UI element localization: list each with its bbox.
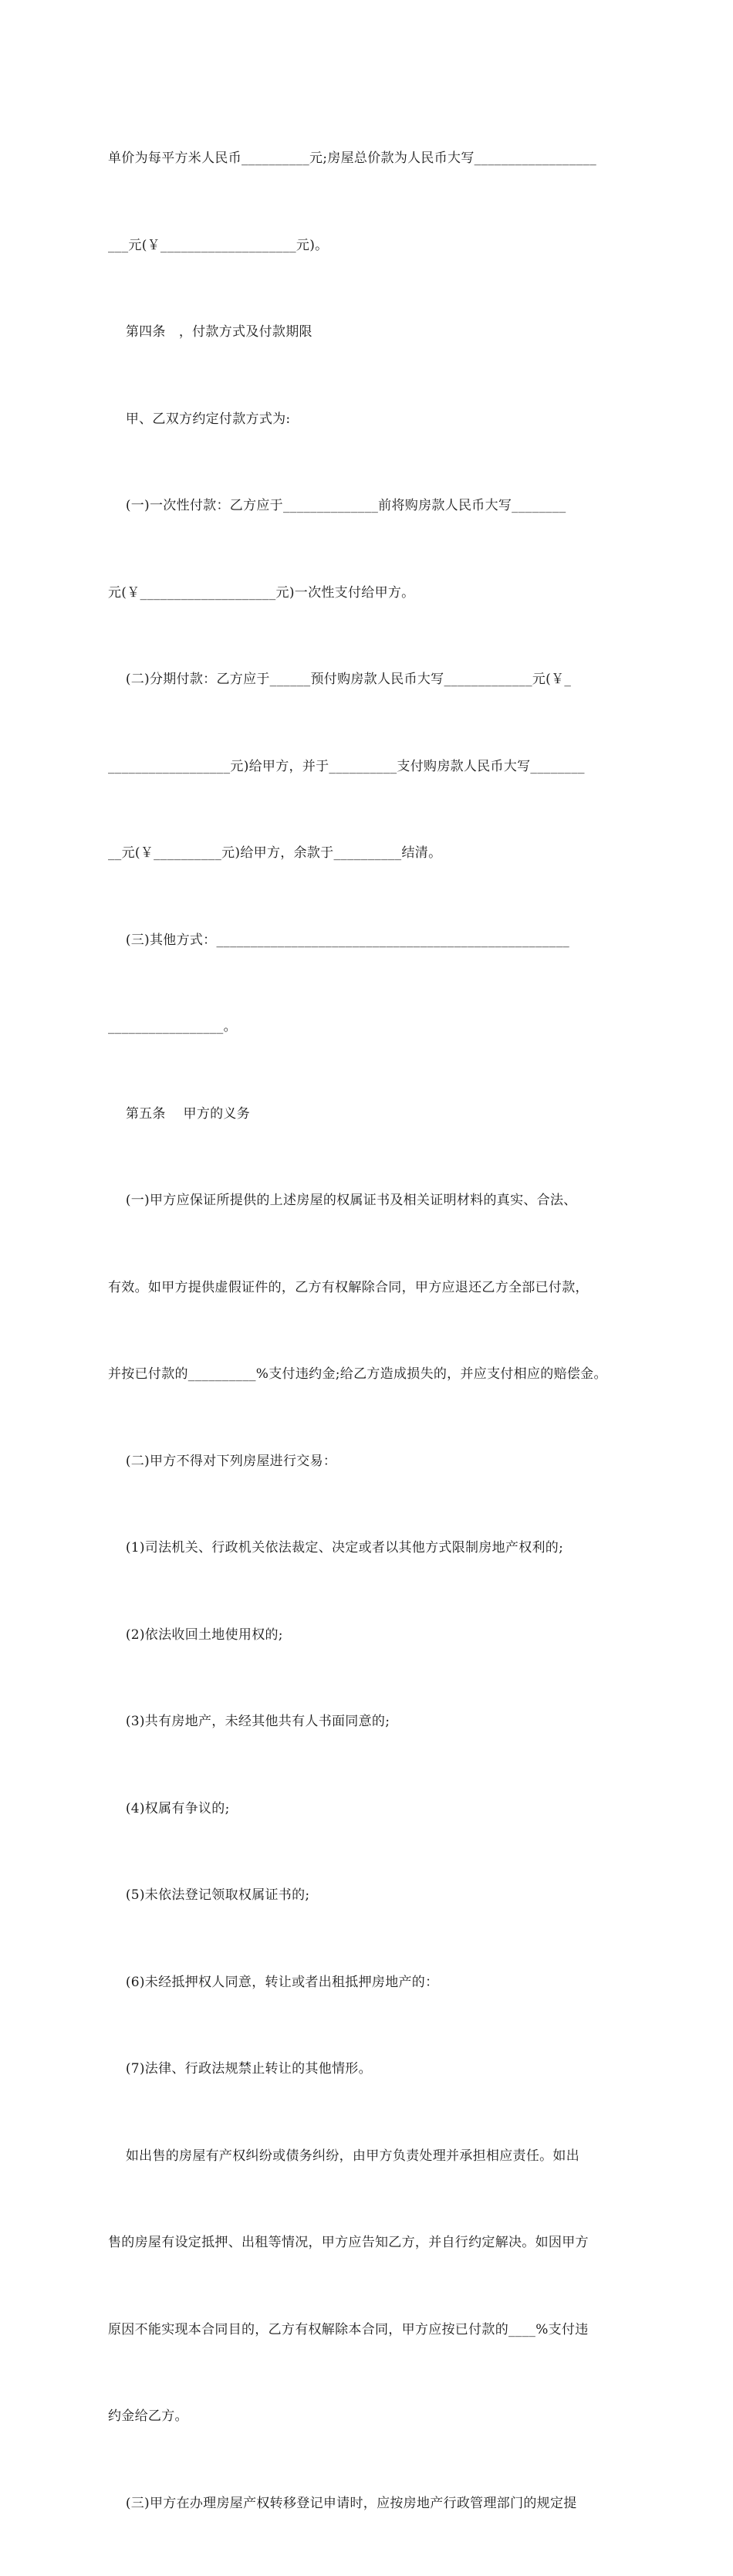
text-line: (三)其他方式：____________________________________________________: [108, 932, 570, 948]
text-line: 如出售的房屋有产权纠纷或债务纠纷，由甲方负责处理并承担相应责任。如出: [108, 2148, 580, 2164]
article-heading: 第四条 ，付款方式及付款期限: [108, 324, 312, 340]
text-line: (二)甲方不得对下列房屋进行交易：: [108, 1453, 337, 1469]
text-line: _________________。: [108, 1019, 237, 1034]
text-line: __元(￥__________元)给甲方，余款于__________结清。: [108, 845, 442, 861]
text-line: (三)甲方在办理房屋产权转移登记申请时，应按房地产行政管理部门的规定提: [108, 2495, 577, 2511]
text-line: (一)一次性付款：乙方应于______________前将购房款人民币大写________: [108, 498, 566, 513]
text-line: (3)共有房地产，未经其他共有人书面同意的;: [108, 1714, 390, 1729]
text-line: (7)法律、行政法规禁止转让的其他情形。: [108, 2061, 372, 2077]
text-line: (5)未依法登记领取权属证书的;: [108, 1887, 310, 1903]
text-line: 原因不能实现本合同目的，乙方有权解除本合同，甲方应按已付款的____%支付违: [108, 2321, 589, 2337]
text-line: (6)未经抵押权人同意，转让或者出租抵押房地产的：: [108, 1974, 439, 1990]
text-line: 售的房屋有设定抵押、出租等情况，甲方应告知乙方，并自行约定解决。如因甲方: [108, 2235, 589, 2250]
document-body: [108, 86, 633, 2576]
text-line: (2)依法收回土地使用权的;: [108, 1627, 283, 1643]
text-line: (1)司法机关、行政机关依法裁定、决定或者以其他方式限制房地产权利的;: [108, 1540, 564, 1555]
text-line: 元(￥____________________元)一次性支付给甲方。: [108, 584, 415, 601]
text-line: (一)甲方应保证所提供的上述房屋的权属证书及相关证明材料的真实、合法、: [108, 1193, 577, 1208]
text-line: ___元(￥____________________元)。: [108, 237, 329, 253]
text-line: __________________元)给甲方，并于__________支付购房款人民币大写________: [108, 758, 585, 774]
article-heading: 第五条 甲方的义务: [108, 1105, 251, 1122]
text-line: (二)分期付款：乙方应于______预付购房款人民币大写_____________元(￥_: [108, 672, 572, 687]
text-line: 单价为每平方米人民币__________元;房屋总价款为人民币大写__________________: [108, 151, 597, 166]
text-line: 并按已付款的__________%支付违约金;给乙方造成损失的，并应支付相应的赔偿金。: [108, 1366, 607, 1382]
text-line: 有效。如甲方提供虚假证件的，乙方有权解除合同，甲方应退还乙方全部已付款，: [108, 1279, 589, 1295]
text-line: (4)权属有争议的;: [108, 1800, 230, 1816]
text-line: 约金给乙方。: [108, 2408, 188, 2424]
text-line: 甲、乙双方约定付款方式为:: [108, 411, 291, 427]
